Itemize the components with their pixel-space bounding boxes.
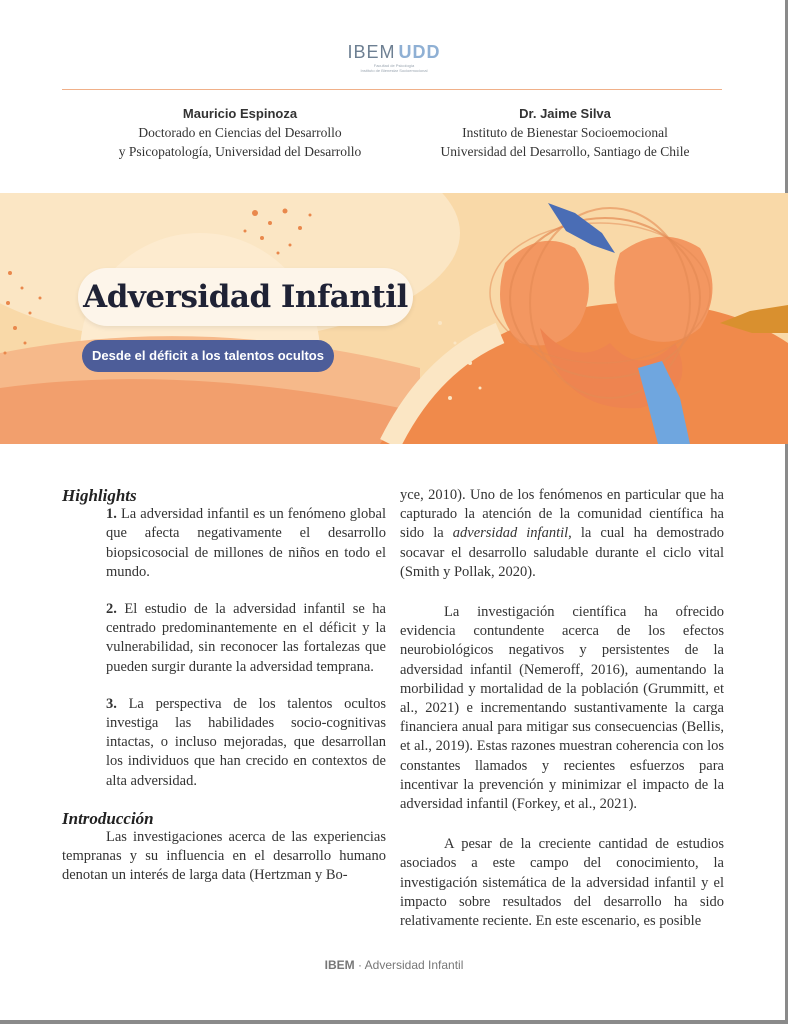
footer-separator: · — [354, 958, 365, 972]
emphasis-term: adversidad infantil — [452, 525, 569, 542]
author-affiliation-line: y Psicopatología, Universidad del Desarrollo — [118, 144, 362, 159]
highlight-item — [62, 695, 386, 791]
body-paragraph: La investigación científica ha ofrecido evidencia contundente acerca de los efectos neurobiológicos negativos y persistentes de la adversidad infantil (Nemeroff, 2016), aumentando la morbilidad y mortalidad de la población (Grummitt, et al., 2021) e incrementando sustantivamente la carga financiera anual para mitigar sus consecuencias (Bellis, et al., 2019). Estas razones muestran coherencia con los constantes llamados y recientes esfuerzos para incentivar la prevención y minimizar el impacto de la adversidad infantil (Forkey, et al., 2021). — [400, 604, 724, 813]
highlight-number: 2. — [106, 601, 117, 618]
footer-brand: IBEM — [324, 958, 355, 972]
footer-label: Adversidad Infantil — [364, 958, 464, 972]
banner-subtitle-pill — [82, 340, 334, 372]
highlight-number: 1. — [106, 506, 117, 523]
author-affiliation-line: Doctorado en Ciencias del Desarrollo — [138, 125, 342, 140]
highlight-text: La perspectiva de los talentos ocultos investiga las habilidades socio-cognitivas intactas, o incluso mejoradas, que desarrollan los individuos que han crecido en contextos de alta adversidad. — [106, 695, 386, 789]
highlights-heading: Highlights — [62, 486, 137, 505]
header-divider — [62, 89, 722, 90]
document-subtitle: Desde el déficit a los talentos ocultos — [92, 348, 324, 363]
paragraph-text: , la cual ha demostrado socavar el desarrollo saludable durante el ciclo vital (Smith y Pollak, 2020). — [400, 525, 724, 580]
highlight-item — [62, 505, 386, 582]
logo-caption-1: Facultad de Psicología — [373, 63, 415, 68]
udd-wordmark: UDD — [398, 42, 441, 62]
body-paragraph: A pesar de la creciente cantidad de estudios asociados a este campo del conocimiento, la investigación sistemática de la adversidad infantil y el impacto sobre resultados del desarrollo ha sido relativamente reciente. En este escenario, es posible — [400, 836, 724, 930]
introduction-heading: Introducción — [62, 808, 154, 828]
author-affiliation-line: Universidad del Desarrollo, Santiago de Chile — [440, 144, 690, 159]
left-column — [62, 486, 386, 886]
logo-caption-2: Instituto de Bienestar Socioemocional — [360, 68, 428, 73]
highlight-text: La adversidad infantil es un fenómeno global que afecta negativamente el desarrollo biopsicosocial de millones de niños en todo el mundo. — [106, 506, 387, 580]
highlight-number: 3. — [106, 695, 117, 712]
highlight-text: El estudio de la adversidad infantil se ha centrado predominantemente en el déficit y la vulnerabilidad, sin reconocer las fortalezas que pueden surgir durante la adversidad temprana. — [106, 601, 386, 675]
ibem-wordmark: IBEM — [347, 42, 396, 62]
author-name: Mauricio Espinoza — [182, 106, 298, 121]
banner-title-box — [78, 268, 413, 326]
author-name: Dr. Jaime Silva — [519, 106, 611, 121]
document-title: Adversidad Infantil — [83, 279, 408, 315]
author-block-espinoza — [110, 104, 370, 161]
body-paragraph — [400, 486, 724, 582]
intro-paragraph: Las investigaciones acerca de las experiencias tempranas y su influencia en el desarrollo humano denotan un interés de larga data (Hertzman y Bo- — [62, 829, 386, 884]
author-block-silva — [420, 104, 710, 161]
right-column — [400, 486, 724, 931]
ibem-udd-logo — [0, 42, 788, 73]
highlight-item — [62, 600, 386, 677]
page-footer — [0, 958, 788, 972]
author-affiliation-line: Instituto de Bienestar Socioemocional — [462, 125, 668, 140]
page-border-bottom — [0, 1020, 788, 1024]
paragraph-text: yce, 2010). Uno de los fenómenos en particular que ha capturado la atención de la comunidad científica ha sido la — [400, 487, 724, 542]
